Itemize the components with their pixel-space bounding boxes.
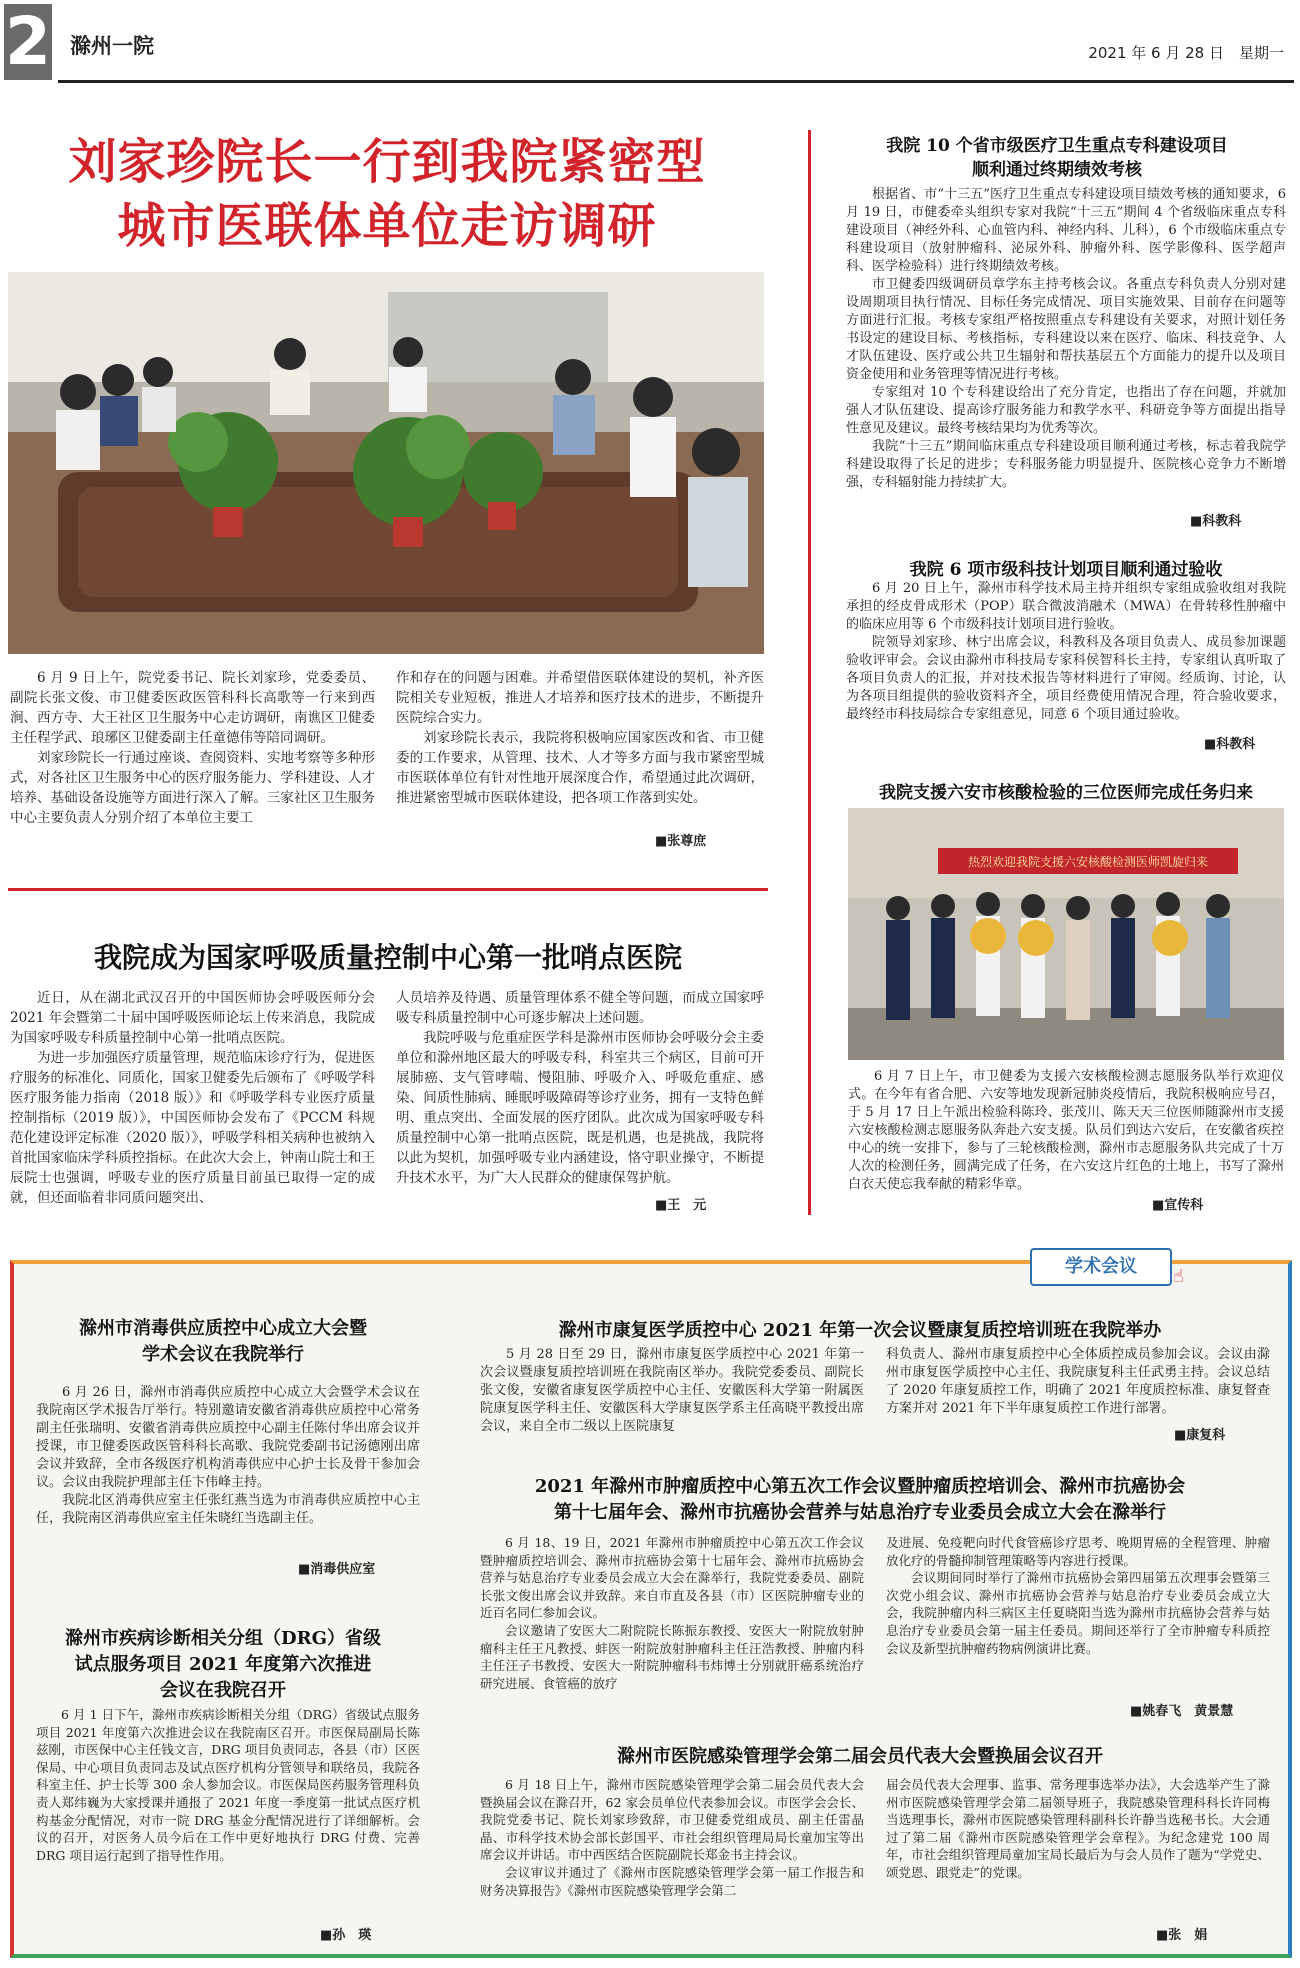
meeting-room-image xyxy=(8,272,764,654)
science-paragraph-1: 6 月 20 日上午，滁州市科学技术局主持并组织专家组成验收组对我院承担的经皮骨成形术（POP）联合微波消融术（MWA）在骨转移性肿瘤中的临床应用等 6 个市级科技计划项目进行验收。 xyxy=(846,581,1286,632)
lead-paragraph-1: 6 月 9 日上午，院党委书记、院长刘家珍，党委委员、副院长张文俊、市卫健委医政医管科科长高歌等一行来到西涧、西方寺、大王社区卫生服务中心走访调研，南谯区卫健委主任程学武、琅琊区卫健委副主任童德伟等陪同调研。 xyxy=(10,670,375,746)
conf-article-4-headline-line1: 2021 年滁州市肿瘤质控中心第五次工作会议暨肿瘤质控培训会、滁州市抗癌协会 xyxy=(534,1476,1186,1497)
conf-article-3-headline: 滁州市康复医学质控中心 2021 年第一次会议暨康复质控培训班在我院举办 xyxy=(558,1320,1162,1341)
conference-section-tag xyxy=(1030,1248,1184,1287)
conf-article-1-paragraph-1: 6 月 26 日，滁州市消毒供应质控中心成立大会暨学术会议在我院南区学术报告厅举行。特别邀请安徽省消毒供应质控中心常务副主任张瑞明、安徽省消毒供应质控中心副主任陈付华出席会议并授课，市卫健委医政医管科科长高歌、我院党委副书记汤德刚出席会议并致辞，全市各级医疗机构消毒供应中心护士长及骨干参加会议。会议由我院护理部主任卞伟峰主持。 xyxy=(36,1385,420,1490)
section-divider-red xyxy=(8,888,768,891)
conf-article-1-headline-line1: 滁州市消毒供应质控中心成立大会暨 xyxy=(79,1318,367,1339)
specialty-paragraph-1: 根据省、市“十三五”医疗卫生重点专科建设项目绩效考核的通知要求，6 月 19 日，市健委牵头组织专家对我院“十三五”期间 4 个省级临床重点专科建设项目（神经外科、心血管内科、神经内科、儿科），6 个市级临床重点专科建设项目（放射肿瘤科、泌尿外科、肿瘤外科、医学影像科、医学超声科、医学检验科）进行终期绩效考核。 xyxy=(846,187,1286,274)
specialty-body xyxy=(846,186,1286,492)
page-number: 2 xyxy=(5,3,51,80)
lead-byline: ■ 张尊庶 xyxy=(655,830,706,849)
specialty-byline: ■ 科教科 xyxy=(1190,510,1241,529)
science-body xyxy=(846,580,1286,724)
conf-article-4-headline-line2: 第十七届年会、滁州市抗癌协会营养与姑息治疗专业委员会成立大会在滁举行 xyxy=(554,1502,1166,1523)
respiratory-byline: ■ 王 元 xyxy=(655,1194,706,1213)
conf-article-3-body-right xyxy=(886,1346,1270,1418)
conf-article-4-body-left xyxy=(480,1534,864,1692)
covid-paragraph-1: 6 月 7 日上午，市卫健委为支援六安核酸检测志愿服务队举行欢迎仪式。在今年有省合肥、六安等地发现新冠肺炎疫情后，我院积极响应号召，于 5 月 17 日上午派出检验科陈玲、张茂川、陈天天三位医师随滁州市支援六安核酸检测志愿服务队奔赴六安支援。队员们到达六安后，在安徽省疾控中心的统一安排下，参与了三轮核酸检测，滁州市志愿服务队共完成了十万人次的检测任务，圆满完成了任务，在六安这片红色的土地上，书写了滁州白衣天使忘我奉献的精彩华章。 xyxy=(848,1069,1284,1192)
conf-article-3-paragraph-1: 5 月 28 日至 29 日，滁州市康复医学质控中心 2021 年第一次会议暨康复质控培训班在我院南区举办。我院党委委员、副院长张文俊，安徽省康复医学质控中心主任、安徽医科大学第一附属医院康复医学科主任、安徽医科大学康复医学系主任高晓平教授出席会议，来自全市二级以上医院康复 xyxy=(480,1347,864,1434)
specialty-headline-line2: 顺利通过终期绩效考核 xyxy=(972,160,1142,180)
respiratory-headline: 我院成为国家呼吸质量控制中心第一批哨点医院 xyxy=(93,941,682,974)
science-byline: ■ 科教科 xyxy=(1204,733,1255,752)
conf-article-5-paragraph-2: 会议审议并通过了《滁州市医院感染管理学会第一届工作报告和财务决算报告》《滁州市医院感染管理学会第二 xyxy=(480,1864,864,1898)
conf-article-1-headline xyxy=(26,1316,420,1368)
respiratory-paragraph-2: 为进一步加强医疗质量管理，规范临床诊疗行为，促进医疗服务的标准化、同质化，国家卫健委先后颁布了《呼吸学科医疗服务能力指南（2018 版）》和《呼吸学科专业医疗质量控制指标（2019 版）》，中国医师协会发布了《PCCM 科规范化建设评定标准（2020 版）》，呼吸学科相关病种也被纳入首批国家临床学科质控指标。在此次大会上，钟南山院士和王辰院士也强调，呼吸专业的医疗质量目前虽已取得一定的成就，但还面临着非同质问题突出、 xyxy=(10,1050,375,1206)
welcome-banner: 热烈欢迎我院支援六安核酸检测医师凯旋归来 xyxy=(967,855,1209,869)
conf-article-2-headline xyxy=(26,1626,420,1704)
conference-tag-label: 学术会议 xyxy=(1065,1256,1137,1277)
respiratory-body-left xyxy=(10,988,375,1208)
conf-article-5-byline: ■ 张 娟 xyxy=(1156,1924,1207,1943)
conf-article-5-headline: 滁州市医院感染管理学会第二届会员代表大会暨换届会议召开 xyxy=(617,1746,1103,1767)
conf-article-2-body xyxy=(36,1706,420,1864)
respiratory-body-right xyxy=(396,988,764,1188)
conf-article-4-paragraph-4: 会议期间同时举行了滁州市抗癌协会第四届第五次理事会暨第三次党小组会议、滁州市抗癌协会营养与姑息治疗专业委员会成立大会，我院肿瘤内科三病区主任夏晓阳当选为滁州市抗癌协会营养与姑息治疗专业委员会第一届主任委员。期间还举行了全市肿瘤专科质控会议及新型抗肿瘤药物病例演讲比赛。 xyxy=(886,1570,1270,1656)
conf-article-4-headline xyxy=(440,1474,1280,1526)
conf-article-5-paragraph-3: 届会员代表大会理事、监事、常务理事选举办法》，大会选举产生了滁州市医院感染管理学会第二届领导班子，我院感染管理科科长许同梅当选理事长，滁州市医院感染管理科副科长许静当选秘书长。大会通过了第二届《滁州市医院感染管理学会章程》。为纪念建党 100 周年，市社会组织管理局童加宝局长最后为与会人员作了题为“学党史、颂党恩、跟党走”的党课。 xyxy=(886,1777,1270,1880)
conf-article-1-headline-line2: 学术会议在我院举行 xyxy=(142,1344,304,1365)
conf-article-5-body-left xyxy=(480,1776,864,1899)
conf-article-3-body-left xyxy=(480,1346,864,1436)
conf-article-2-headline-line3: 会议在我院召开 xyxy=(160,1680,286,1701)
lead-paragraph-4: 刘家珍院长表示，我院将积极响应国家医改和省、市卫健委的工作要求，从管理、技术、人才等多方面与我市紧密型城市医联体单位有针对性地开展深度合作，希望通过此次调研，推进紧密型城市医联体建设，把各项工作落到实处。 xyxy=(396,730,764,806)
conf-article-5-paragraph-1: 6 月 18 日上午，滁州市医院感染管理学会第二届会员代表大会暨换届会议在滁召开，62 家会员单位代表参加会议。市医学会会长、我院党委书记、院长刘家珍致辞，市卫健委党组成员、副主任雷晶晶、市科学技术协会部长彭国平、市社会组织管理局局长童加宝等出席会议并讲话。市中西医结合医院副院长郑金书主持会议。 xyxy=(480,1777,864,1863)
science-paragraph-2: 院领导刘家珍、林宁出席会议，科教科及各项目负责人、成员参加课题验收评审会。会议由滁州市科技局专家科侯智科长主持，专家组认真听取了各项目负责人的汇报，并对技术报告等材料进行了审阅。经质询、讨论，认为各项目组提供的验收资料齐全，项目经费使用情况合理，符合验收要求，最终经市科技局综合专家组意见，同意 6 个项目通过验收。 xyxy=(846,635,1286,722)
conf-article-4-body-right xyxy=(886,1534,1270,1657)
paper-name: 滁州一院 xyxy=(70,34,154,58)
conf-article-4-paragraph-2: 会议邀请了安医大二附院院长陈振东教授、安医大一附院放射肿瘤科主任王凡教授、蚌医一附院放射肿瘤科主任汪浩教授、肿瘤内科主任汪子书教授、安医大一附院肿瘤科韦炜博士分别就肝癌系统治疗研究进展、食管癌的放疗 xyxy=(480,1622,864,1691)
issue-date: 2021 年 6 月 28 日 星期一 xyxy=(1088,44,1284,62)
lead-paragraph-2: 刘家珍院长一行通过座谈、查阅资料、实地考察等多种形式，对各社区卫生服务中心的医疗服务能力、学科建设、人才培养、基础设备设施等方面进行深入了解。三家社区卫生服务中心主要负责人分别介绍了本单位主要工 xyxy=(10,750,375,826)
conf-article-3-paragraph-2: 科负责人、滁州市康复质控中心全体质控成员参加会议。会议由滁州市康复医学质控中心主任、我院康复科主任武勇主持。会议总结了 2020 年康复质控工作，明确了 2021 年度质控标准、康复督查方案并对 2021 年下半年康复质控工作进行部署。 xyxy=(886,1347,1270,1416)
lead-paragraph-3: 作和存在的问题与困难。并希望借医联体建设的契机，补齐医院相关专业短板，推进人才培养和医疗技术的进步，不断提升医院综合实力。 xyxy=(396,670,764,726)
conf-article-3-byline: ■ 康复科 xyxy=(1174,1424,1225,1443)
hand-pointer-icon: ☝ xyxy=(1173,1266,1184,1287)
specialty-paragraph-4: 我院“十三五”期间临床重点专科建设项目顺利通过考核，标志着我院学科建设取得了长足的进步；专科服务能力明显提升、医院核心竞争力不断增强，专科辐射能力持续扩大。 xyxy=(846,439,1286,490)
covid-byline: ■ 宣传科 xyxy=(1152,1194,1203,1213)
conf-article-1-body xyxy=(36,1384,420,1528)
lead-headline-line2: 城市医联体单位走访调研 xyxy=(117,198,657,254)
lead-body-left xyxy=(10,668,375,828)
conf-article-2-headline-line2: 试点服务项目 2021 年度第六次推进 xyxy=(74,1654,372,1675)
covid-photo-team xyxy=(848,808,1284,1060)
respiratory-paragraph-1: 近日，从在湖北武汉召开的中国医师协会呼吸医师分会 2021 年会暨第二十届中国呼吸医师论坛上传来消息，我院成为国家呼吸专科质量控制中心第一批哨点医院。 xyxy=(10,990,375,1046)
welcome-team-image xyxy=(848,808,1284,1060)
lead-headline-line1: 刘家珍院长一行到我院紧密型 xyxy=(68,134,706,190)
column-divider-red xyxy=(808,130,811,1215)
lead-body-right xyxy=(396,668,764,808)
covid-headline: 我院支援六安市核酸检验的三位医师完成任务归来 xyxy=(879,783,1253,803)
conf-article-4-byline: ■ 姚春飞 黄景慧 xyxy=(1130,1700,1233,1719)
conf-article-2-byline: ■ 孙 瑛 xyxy=(320,1924,371,1943)
conf-article-1-paragraph-2: 我院北区消毒供应室主任张红燕当选为市消毒供应质控中心主任，我院南区消毒供应室主任朱晓红当选副主任。 xyxy=(36,1493,420,1526)
conf-article-2-headline-line1: 滁州市疾病诊断相关分组（DRG）省级 xyxy=(65,1628,381,1649)
covid-body xyxy=(848,1068,1284,1194)
specialty-headline xyxy=(826,134,1288,182)
lead-headline xyxy=(8,130,766,258)
respiratory-paragraph-4: 我院呼吸与危重症医学科是滁州市医师协会呼吸分会主委单位和滁州地区最大的呼吸专科，科室共三个病区，目前可开展肺癌、支气管哮喘、慢阻肺、呼吸介入、呼吸危重症、感染、间质性肺病、睡眠呼吸障碍等诊疗业务，拥有一支特色鲜明、重点突出、全面发展的医疗团队。此次成为国家呼吸专科质量控制中心第一批哨点医院，既是机遇，也是挑战，我院将以此为契机，加强呼吸专业内涵建设，恪守职业操守，不断提升技术水平，为广大人民群众的健康保驾护航。 xyxy=(396,1030,764,1186)
lead-photo-meeting xyxy=(8,272,764,654)
conf-article-4-paragraph-1: 6 月 18、19 日，2021 年滁州市肿瘤质控中心第五次工作会议暨肿瘤质控培训会、滁州市抗癌协会第十七届年会、滁州市抗癌协会营养与姑息治疗专业委员会成立大会在滁举行，我院党委委员、副院长张文俊出席会议并致辞。来自市直及各县（市）区医院肿瘤专业的近百名同仁参加会议。 xyxy=(480,1535,864,1621)
specialty-paragraph-3: 专家组对 10 个专科建设给出了充分肯定，也指出了存在问题，并就加强人才队伍建设、提高诊疗服务能力和教学水平、科研竞争等方面提出指导性意见及建议。最终考核结果均为优秀等次。 xyxy=(846,385,1286,436)
masthead-rule xyxy=(58,80,1294,83)
specialty-paragraph-2: 市卫健委四级调研员章学东主持考核会议。各重点专科负责人分别对建设周期项目执行情况、目标任务完成情况、项目实施效果、目前存在问题等方面进行汇报。考核专家组严格按照重点专科建设有关要求，对照计划任务书设定的建设目标、考核指标，专科建设以来在医疗、临床、科技竞争、人才队伍建设、医疗或公共卫生辐射和帮扶基层五个方面能力的提升以及项目资金使用和业务管理等情况进行考核。 xyxy=(846,277,1286,382)
conf-article-1-byline: ■ 消毒供应室 xyxy=(298,1558,375,1577)
specialty-headline-line1: 我院 10 个省市级医疗卫生重点专科建设项目 xyxy=(886,136,1228,156)
respiratory-paragraph-3: 人员培养及待遇、质量管理体系不健全等问题，而成立国家呼吸专科质量控制中心可逐步解决上述问题。 xyxy=(396,990,764,1026)
science-headline: 我院 6 项市级科技计划项目顺利通过验收 xyxy=(909,560,1223,580)
conf-article-4-paragraph-3: 及进展、免疫靶向时代食管癌诊疗思考、晚期胃癌的全程管理、肿瘤放化疗的骨髓抑制管理策略等内容进行授课。 xyxy=(886,1535,1270,1568)
conf-article-2-paragraph-1: 6 月 1 日下午，滁州市疾病诊断相关分组（DRG）省级试点服务项目 2021 年度第六次推进会议在我院南区召开。市医保局副局长陈兹刚，市医保中心主任钱文言，DRG 项目负责同志，各县（市）区医保局、中心项目负责同志及试点医疗机构分管领导和联络员，我院各科室主任、护士长等 300 余人参加会议。市医保局医药服务管理科负责人郑纬巍为大家授课并通报了 2021 年度一季度第一批试点医疗机构基金分配情况，对市一院 DRG 基金分配情况进行了详细解析。会议的召开，对医务人员今后在工作中更好地执行 DRG 付费、完善 DRG 项目运行起到了指导性作用。 xyxy=(36,1707,420,1863)
conf-article-5-body-right xyxy=(886,1776,1270,1882)
